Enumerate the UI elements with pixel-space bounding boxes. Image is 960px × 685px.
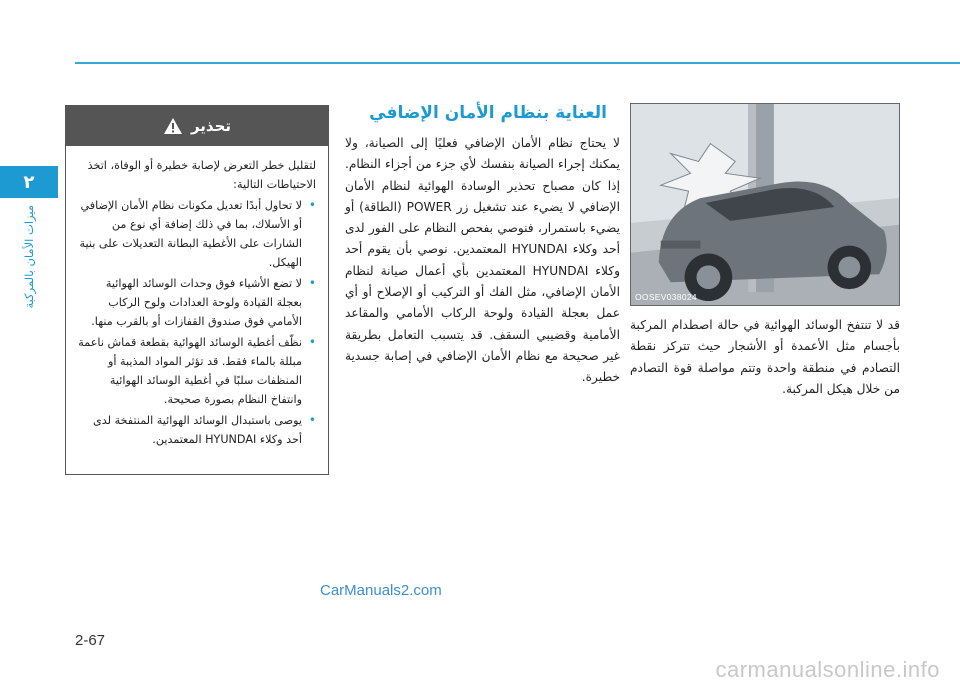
warning-bullet-text: لا تضع الأشياء فوق وحدات الوسائد الهوائية بعجلة القيادة ولوحة العدادات ولوح الركاب الأمامي فوق صندوق القفازات أو بالقرب منها. bbox=[91, 277, 302, 328]
footer-site-watermark: carmanualsonline.info bbox=[715, 657, 940, 682]
top-rule bbox=[75, 62, 960, 64]
section-body: لا يحتاج نظام الأمان الإضافي فعليًا إلى الصيانة، ولا يمكنك إجراء الصيانة بنفسك لأي جزء من أجزاء النظام. إذا كان مصباح تحذير الوسادة الهوائية لنظام الأمان الإضافي لا يضيء عند تشغيل زر POWER (الطاقة) أو يضيء باستمرار، فنوصي بفحص النظام على الفور لدى أحد وكلاء HYUNDAI المعتمدين. نوصي بأن يقوم أحد وكلاء HYUNDAI المعتمدين بأي أعمال صيانة لنظام الأمان الإضافي، مثل الفك أو التركيب أو الإصلاح أو أي عمل بعجلة القيادة ولوحة الركاب الأمامي والمقاعد الأمامية وقضيبي السقف. قد يتسبب التعامل بطريقة غير صحيحة مع نظام الأمان الإضافي في إصابة جسدية خطيرة. bbox=[345, 136, 620, 385]
warning-bullet-text: لا تحاول أبدًا تعديل مكونات نظام الأمان الإضافي أو الأسلاك، بما في ذلك إضافة أي نوع من الشارات على الأغطية البطانة التعديلات على بنية الهيكل. bbox=[79, 199, 302, 269]
warning-bullet bbox=[78, 333, 316, 409]
warning-bullet-text: نظّف أغطية الوسائد الهوائية بقطعة قماش ناعمة مبللة بالماء فقط. قد تؤثر المواد المذيبة أو المنظفات سلبًا في أغطية الوسائد الهوائية وانتفاخ النظام بصورة صحيحة. bbox=[78, 336, 302, 406]
figure-caption: قد لا تنتفخ الوسائد الهوائية في حالة اصطدام المركبة بأجسام مثل الأعمدة أو الأشجار حيث تتركز نقطة التصادم في منطقة واحدة وتتم مواصلة قوة التصادم من خلال هيكل المركبة. bbox=[630, 318, 900, 396]
figure-car-pole-impact bbox=[630, 103, 900, 306]
chapter-title-vertical bbox=[14, 205, 44, 335]
watermark-link[interactable]: CarManuals2.com bbox=[320, 582, 442, 599]
bullet-icon: • bbox=[308, 276, 316, 290]
chapter-number: ٢ bbox=[23, 171, 35, 193]
figure-code: OOSEV038024 bbox=[635, 292, 697, 302]
page-number: 2-67 bbox=[75, 632, 106, 649]
chapter-title: ميزات الأمان بالمركبة bbox=[22, 205, 36, 309]
bullet-icon: • bbox=[308, 198, 316, 212]
warning-triangle-icon bbox=[163, 117, 183, 135]
warning-intro: لتقليل خطر التعرض لإصابة خطيرة أو الوفاة، اتخذ الاحتياطات التالية: bbox=[87, 159, 316, 191]
warning-bullet bbox=[78, 196, 316, 272]
chapter-tab[interactable] bbox=[0, 166, 58, 198]
section-title: العناية بنظام الأمان الإضافي bbox=[369, 103, 607, 123]
car-pole-illustration bbox=[631, 104, 899, 305]
bullet-icon: • bbox=[308, 335, 316, 349]
warning-title: تحذير bbox=[190, 117, 232, 135]
warning-body bbox=[66, 146, 328, 459]
warning-bullet bbox=[78, 411, 316, 449]
warning-header bbox=[66, 106, 328, 146]
bullet-icon: • bbox=[308, 413, 316, 427]
warning-list bbox=[78, 196, 316, 449]
warning-box bbox=[65, 105, 329, 475]
warning-bullet bbox=[78, 274, 316, 331]
warning-bullet-text: يوصى باستبدال الوسائد الهوائية المنتفخة لدى أحد وكلاء HYUNDAI المعتمدين. bbox=[92, 414, 302, 446]
